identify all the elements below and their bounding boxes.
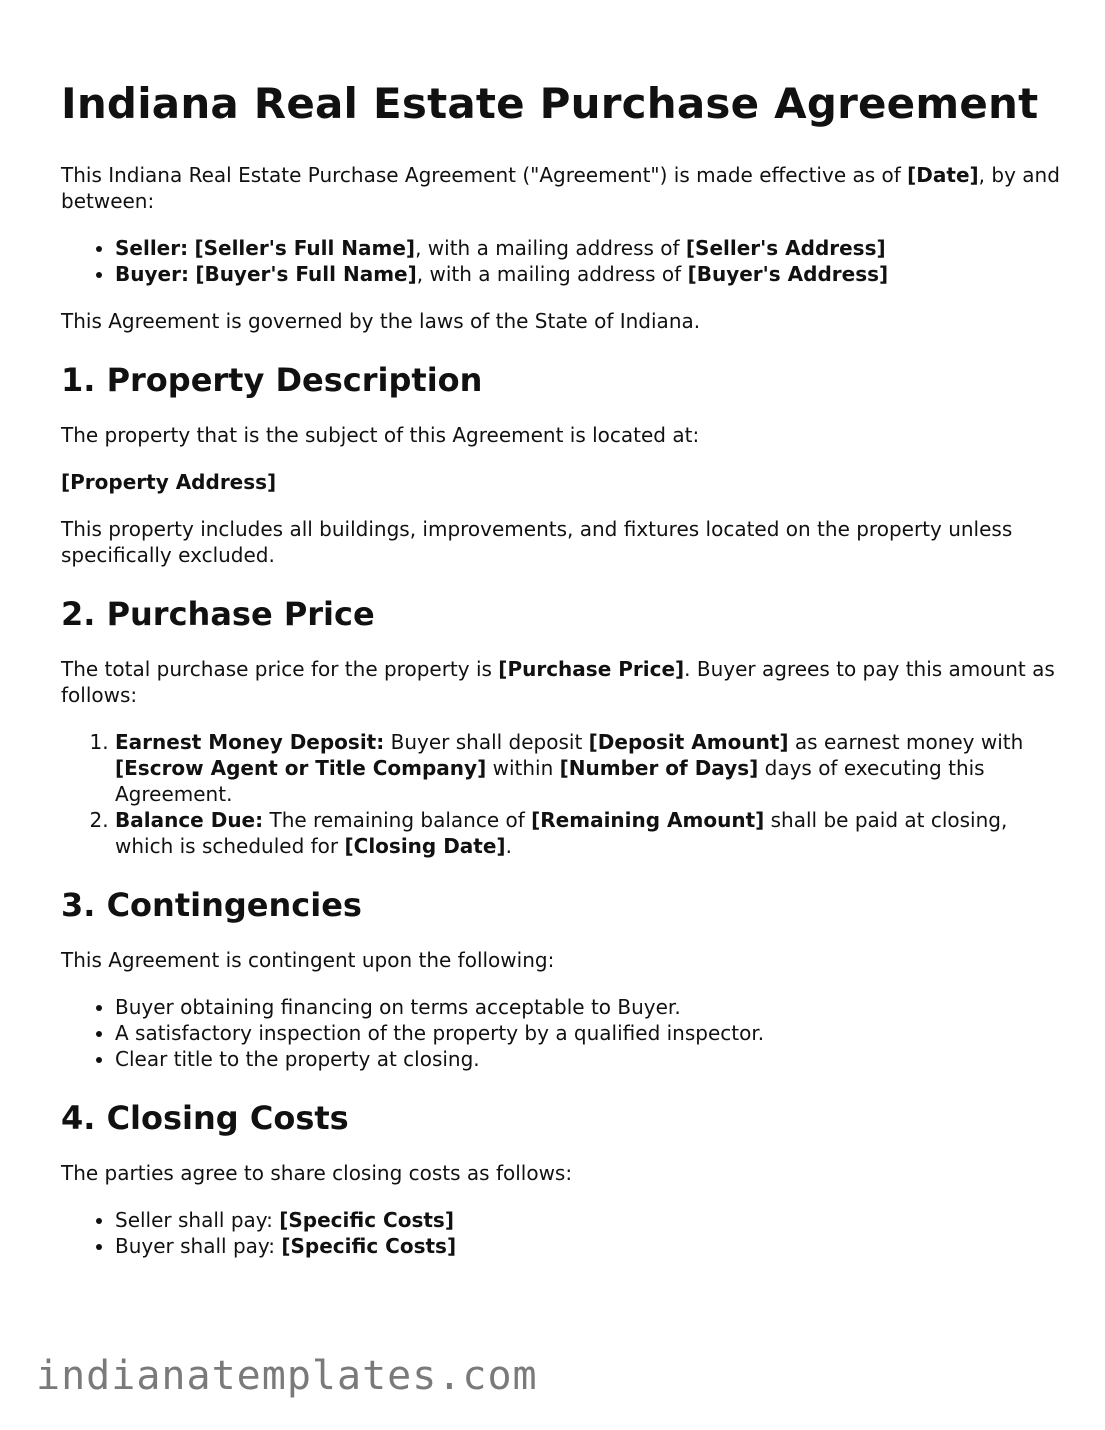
date-placeholder: [Date]: [907, 163, 979, 187]
section-heading-closing-costs: 4. Closing Costs: [61, 1099, 349, 1137]
section-heading-property: 1. Property Description: [61, 361, 483, 399]
list-item: • Seller: [Seller's Full Name], with a mailing address of [Seller's Address]: [115, 235, 1061, 261]
payment-terms-list: [61, 729, 1061, 859]
list-item: • Clear title to the property at closing.: [115, 1046, 1061, 1072]
purchase-price-paragraph: The total purchase price for the property is [Purchase Price]. Buyer agrees to pay this amount as follows:: [61, 657, 1055, 707]
governing-law-paragraph: This Agreement is governed by the laws of the State of Indiana.: [61, 309, 701, 333]
section-heading-contingencies: 3. Contingencies: [61, 886, 362, 924]
contingencies-intro: This Agreement is contingent upon the following:: [61, 948, 555, 972]
document-title: Indiana Real Estate Purchase Agreement: [61, 79, 1039, 128]
list-item: • Buyer: [Buyer's Full Name], with a mailing address of [Buyer's Address]: [115, 261, 1061, 287]
closing-costs-intro: The parties agree to share closing costs as follows:: [61, 1161, 573, 1185]
watermark: indianatemplates.com: [36, 1353, 538, 1399]
closing-costs-list: [61, 1207, 1061, 1259]
list-item: • Seller shall pay: [Specific Costs]: [115, 1207, 1061, 1233]
section-heading-purchase-price: 2. Purchase Price: [61, 595, 375, 633]
property-address: [Property Address]: [61, 470, 277, 494]
contingencies-list: [61, 994, 1061, 1072]
parties-list: [61, 235, 1061, 287]
document-page: [61, 78, 1061, 1280]
list-item: • Buyer shall pay: [Specific Costs]: [115, 1233, 1061, 1259]
list-item: 1. Earnest Money Deposit: Buyer shall deposit [Deposit Amount] as earnest money with [Escrow Agent or Title Company] within [Number of Days] days of executing this Agreement.: [115, 729, 1061, 807]
property-intro: The property that is the subject of this Agreement is located at:: [61, 423, 700, 447]
list-item: 2. Balance Due: The remaining balance of [Remaining Amount] shall be paid at closing, which is scheduled for [Closing Date].: [115, 807, 1061, 859]
property-includes: This property includes all buildings, improvements, and fixtures located on the property unless specifically excluded.: [61, 517, 1013, 567]
list-item: • Buyer obtaining financing on terms acceptable to Buyer.: [115, 994, 1061, 1020]
intro-paragraph: This Indiana Real Estate Purchase Agreement ("Agreement") is made effective as of [Date], by and between:: [61, 163, 1060, 213]
list-item: • A satisfactory inspection of the property by a qualified inspector.: [115, 1020, 1061, 1046]
